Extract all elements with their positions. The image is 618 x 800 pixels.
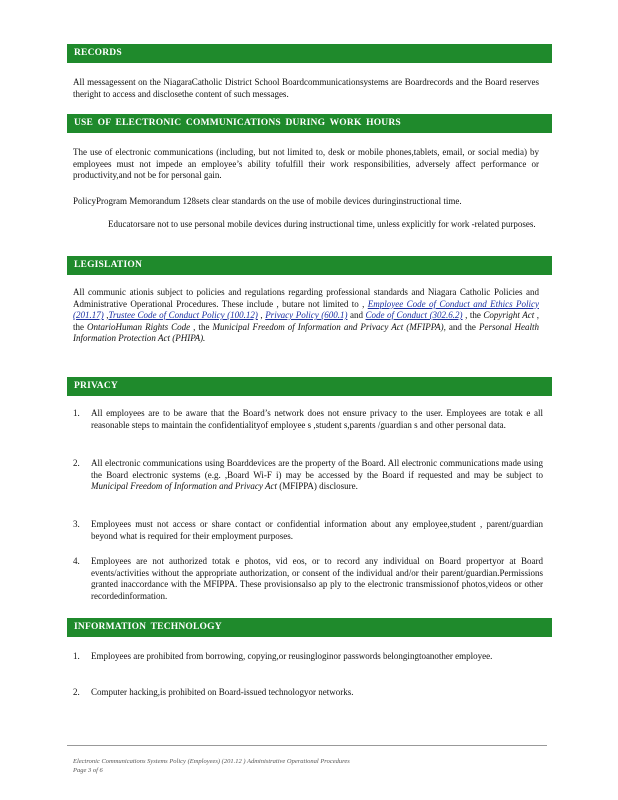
privacy-item-text: Employees are not authorized totak e photos, vid eos, or to record any individual on Board propertyor at Board events/activities without the appropriate authorization, or consent of the individual and/or their parent/guardian.Permissions granted inaccordance with the MFIPPA. These provisionsalso ap ply to the electronic transmissionof photos,videos or other recordedinformation. [91, 556, 543, 601]
legislation-text-part: , the [462, 310, 484, 320]
legislation-text-part: , the [190, 321, 213, 332]
legislation-text [73, 287, 539, 345]
records-heading: RECORDS [67, 44, 552, 63]
privacy-item-text: All employees are to be aware that the Board’s network does not ensure privacy to the user. Employees are totak e all reasonable steps to maintain the confidentialityof employee s ,student s,parents /guardian s and other personal data. [91, 408, 543, 430]
list-number: 3. [73, 519, 80, 529]
legislation-text-part: , [257, 310, 266, 320]
privacy-item-text: Employees must not access or share contact or confidential information about any employee,student , parent/guardian beyond what is required for their employment purposes. [91, 519, 543, 541]
use-paragraph-1: The use of electronic communications (including, but not limited to, desk or mobile phones,tablets, email, or social media) by employees must not impede an employee’s ability tofulfill their work responsibilities, adversely affect performance or productivity,and not be for personal gain. [73, 147, 539, 180]
phipa-text: Personal Health Information Protection Act (PHIPA). [73, 321, 540, 343]
it-item-text: Computer hacking,is prohibited on Board-issued technologyor networks. [91, 687, 354, 697]
privacy-policy-link[interactable]: Privacy Policy (600.1) [265, 310, 348, 320]
trustee-code-link[interactable]: Trustee Code of Conduct Policy (100.12) [108, 310, 258, 320]
use-heading: USE OF ELECTRONIC COMMUNICATIONS DURING WORK HOURS [67, 114, 552, 133]
employee-code-link[interactable]: Employee Code of Conduct and Ethics Policy (201.17) [73, 298, 539, 320]
use-bullet-text: Educatorsare not to use personal mobile devices during instructional time, unless explicitly for work -related purposes. [108, 219, 536, 229]
legislation-text-part: , [103, 310, 109, 320]
code-of-conduct-link[interactable]: Code of Conduct (302.6.2) [365, 310, 463, 320]
footer-title: Electronic Communications Systems Policy (Employees) (201.12 ) Administrative Operational Procedures [73, 758, 350, 765]
legislation-text-part: All communic ationis subject to policies and regulations regarding professional standards and Niagara Catholic Policies and Administrative Operational Procedures. These include , butare not limited to , [73, 287, 539, 309]
human-rights-code-text: OntarioHuman Rights Code [87, 321, 191, 332]
list-number: 1. [73, 651, 80, 661]
use-paragraph-2: PolicyProgram Memorandum 128sets clear standards on the use of mobile devices duringinstructional time. [73, 196, 462, 206]
privacy-heading: PRIVACY [67, 377, 552, 396]
legislation-text-part: and the [445, 321, 479, 332]
copyright-act-text: Copyright Act [483, 310, 535, 320]
records-text: All messagessent on the NiagaraCatholic District School Boardcommunicationsystems are Boardrecords and the Board reserves theright to access and disclosethe content of such messages. [73, 77, 539, 99]
legislation-text-part: and [347, 310, 366, 320]
privacy-item-text-part: All electronic communications using Boarddevices are the property of the Board. All electronic communications made using the Board electronic systems (e.g. ,Board Wi-F i) may be accessed by the Board if requested and may be subject to [91, 458, 543, 480]
mfippa-italic-text: Municipal Freedom of Information and Privacy Act [91, 481, 277, 491]
list-number: 4. [73, 556, 80, 566]
list-number: 1. [73, 408, 80, 418]
it-item-text: Employees are prohibited from borrowing, copying,or reusingloginor passwords belongingtoanother employee. [91, 651, 493, 661]
list-number: 2. [73, 458, 80, 468]
privacy-item-text [91, 458, 543, 493]
footer-page-number: Page 3 of 6 [73, 767, 103, 774]
privacy-item-text-part: (MFIPPA) disclosure. [276, 481, 358, 491]
footer-divider [67, 745, 547, 746]
list-number: 2. [73, 687, 80, 697]
mfippa-text: Municipal Freedom of Information and Privacy Act (MFIPPA), [212, 321, 446, 332]
legislation-heading: LEGISLATION [67, 256, 552, 275]
legislation-text-part: , the [73, 310, 540, 332]
it-heading: INFORMATION TECHNOLOGY [67, 618, 552, 637]
